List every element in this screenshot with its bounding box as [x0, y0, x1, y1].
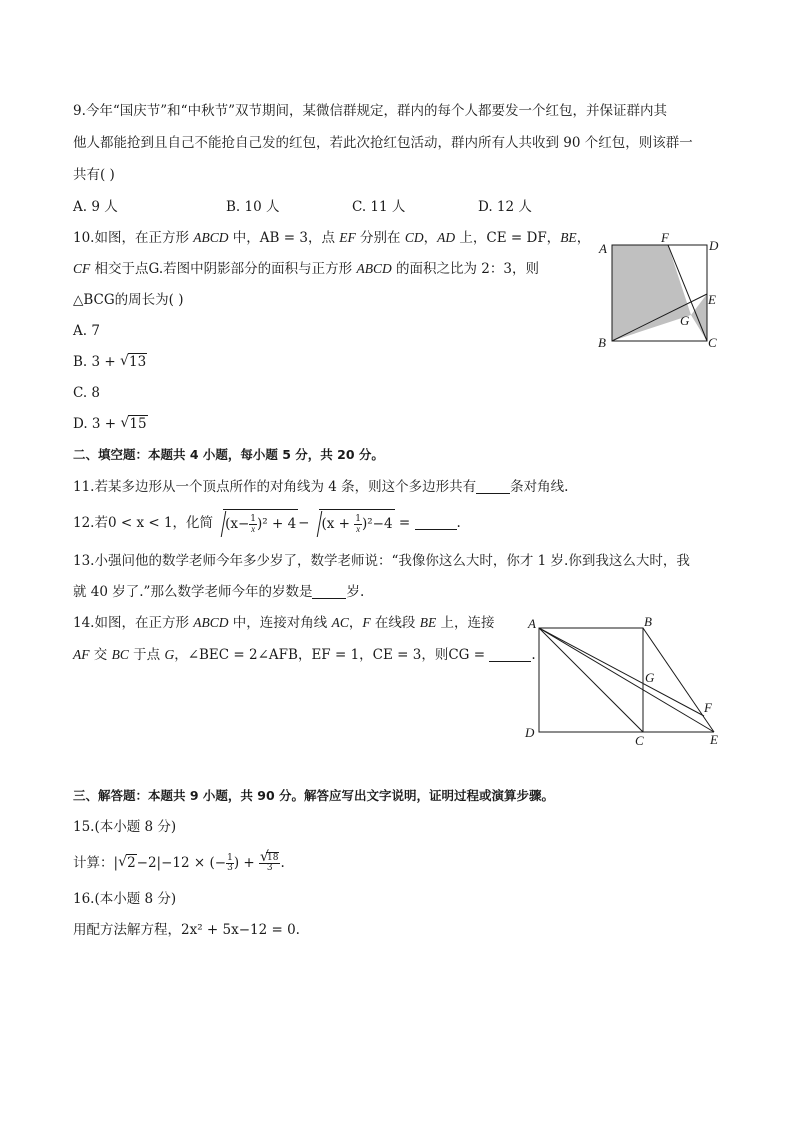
q14-label-a: A — [528, 616, 536, 631]
q15-expression: 计算：|√ 2−2|−12 × (− $\frac{1}{3}$ ) + √ $\frac{18}{3}$ . — [73, 850, 285, 876]
q14-label-e: E — [710, 732, 718, 747]
q16-title: 16.(本小题 8 分) — [73, 891, 177, 907]
q15-title: 15.(本小题 8 分) — [73, 819, 177, 835]
q16-text: 用配方法解方程，2x² + 5x−12 = 0. — [73, 922, 300, 938]
q12-radical-2: (x + $\frac{1}{x}$ )²−4 — [309, 509, 394, 538]
q14-segment-af — [539, 628, 704, 716]
q10-line-1: 10.如图，在正方形 ABCD 中，AB = 3，点 EF 分别在 CD，AD 上，CE = DF，BE， — [73, 230, 591, 246]
q10-label-b: B — [598, 335, 606, 350]
q10-line-3: △BCG的周长为( ) — [73, 292, 184, 308]
section-3-heading: 三、解答题：本题共 9 小题，共 90 分。解答应写出文字说明，证明过程或演算步骤。 — [73, 788, 555, 803]
q14-label-d: D — [525, 725, 535, 740]
q14-label-b: B — [644, 614, 652, 629]
q10-line-2: CF 相交于点G.若图中阴影部分的面积与正方形 ABCD 的面积之比为 2：3，则 — [73, 261, 539, 277]
q11-blank[interactable] — [476, 479, 510, 494]
q10-option-a: A. 7 — [73, 323, 100, 339]
q10-label-c: C — [708, 335, 717, 350]
q12-blank[interactable] — [415, 515, 457, 530]
q10-option-b: B. 3 + √ 13 — [73, 352, 147, 372]
q9-option-a: A. 9 人 — [73, 199, 118, 215]
q9-line-1: 9.今年“国庆节”和“中秋节”双节期间，某微信群规定，群内的每个人都要发一个红包，并保证群内其 — [73, 103, 667, 119]
section-2-heading: 二、填空题：本题共 4 小题，每小题 5 分，共 20 分。 — [73, 447, 384, 462]
q14-label-f: F — [704, 700, 712, 715]
q10-label-e: E — [708, 292, 716, 307]
q10-option-d: D. 3 + √ 15 — [73, 414, 148, 434]
q9-option-b: B. 10 人 — [226, 199, 280, 215]
q11-line: 11.若某多边形从一个顶点所作的对角线为 4 条，则这个多边形共有 条对角线. — [73, 479, 569, 495]
q10-label-f: F — [661, 230, 669, 245]
q14-figure — [524, 614, 724, 749]
q14-label-g: G — [645, 670, 655, 685]
q10-label-d: D — [709, 238, 719, 253]
q14-line-1: 14.如图，在正方形 ABCD 中，连接对角线 AC，F 在线段 BE 上，连接 — [73, 615, 495, 631]
q13-line-2: 就 40 岁了.”那么数学老师今年的岁数是 岁. — [73, 584, 365, 600]
q9-option-c: C. 11 人 — [352, 199, 406, 215]
q14-line-2: AF 交 BC 于点 G，∠BEC = 2∠AFB，EF = 1，CE = 3，则CG = . — [73, 647, 536, 663]
q13-blank[interactable] — [312, 584, 346, 599]
q10-label-g: G — [680, 313, 690, 328]
q14-segment-ae — [539, 628, 714, 732]
q10-label-a: A — [599, 241, 607, 256]
q12-radical-1: (x− $\frac{1}{x}$ )² + 4 — [213, 509, 298, 538]
q10-option-c: C. 8 — [73, 385, 101, 401]
q9-option-d: D. 12 人 — [478, 199, 532, 215]
q9-line-2: 他人都能抢到且自己不能抢自己发的红包，若此次抢红包活动，群内所有人共收到 90 个红包，则该群一 — [73, 135, 693, 151]
q9-line-3: 共有( ) — [73, 167, 115, 183]
q12-line: 12.若0 < x < 1，化简 (x− $\frac{1}{x}$ )² + 4 − (x + $\frac{1}{x}$ )²−4 = . — [73, 509, 461, 538]
q10-figure — [596, 230, 726, 351]
q13-line-1: 13.小强问他的数学老师今年多少岁了，数学老师说：“我像你这么大时，你才 1 岁.你到我这么大时，我 — [73, 553, 690, 569]
q14-label-c: C — [635, 733, 644, 748]
